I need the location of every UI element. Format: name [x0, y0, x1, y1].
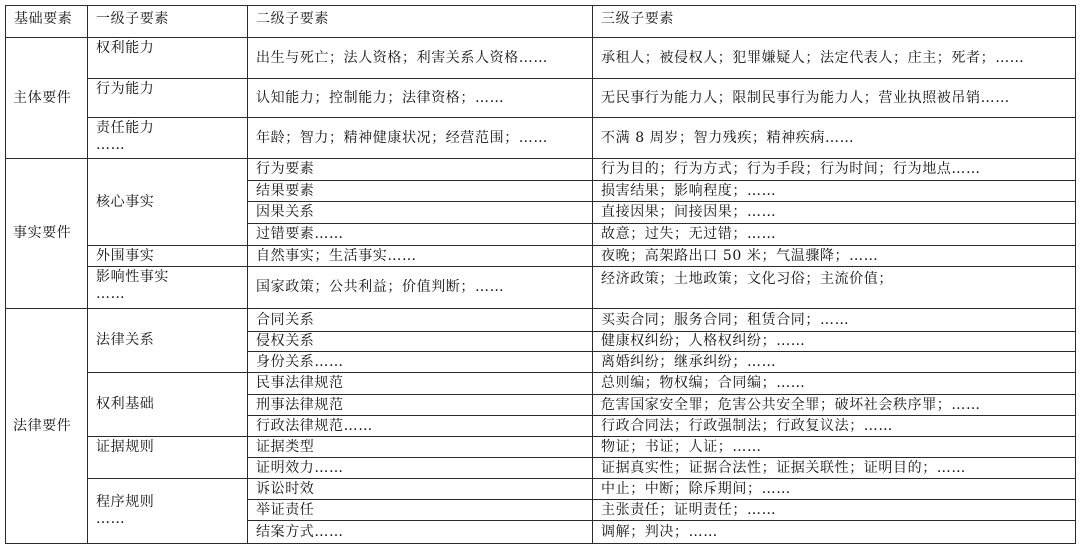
level1-label-line: 行为能力 [96, 81, 155, 97]
level2-cell: 证据类型 [248, 437, 593, 458]
header-level2: 二级子要素 [248, 6, 593, 38]
table-row [6, 79, 1076, 118]
level2-cell: 出生与死亡；法人资格；利害关系人资格…… [248, 38, 593, 79]
level3-cell: 总则编；物权编；合同编；…… [593, 373, 1076, 395]
level1-label-evidence-rules [88, 437, 248, 479]
level2-cell: 因果关系 [248, 202, 593, 224]
level3-cell: 证据真实性；证据合法性；证据关联性；证明目的；…… [593, 458, 1076, 479]
level1-label-line: 核心事实 [96, 193, 155, 210]
level3-cell: 健康权纠纷；人格权纠纷；…… [593, 332, 1076, 352]
level2-cell: 结案方式…… [248, 521, 593, 544]
table-row [6, 309, 1076, 332]
header-level3: 三级子要素 [593, 6, 1076, 38]
level1-label-line: 责任能力 [96, 120, 155, 136]
level2-cell: 证明效力…… [248, 458, 593, 479]
level2-cell: 结果要素 [248, 181, 593, 202]
header-row [6, 6, 1076, 38]
level1-label-line: 证据规则 [96, 439, 155, 455]
level1-label-liability-capacity [88, 118, 248, 159]
level3-cell: 不满 8 周岁；智力残疾；精神疾病…… [593, 118, 1076, 159]
table-row [6, 38, 1076, 79]
level1-label-right-basis [88, 373, 248, 437]
level1-label-conduct-capacity [88, 79, 248, 118]
level1-label-line: 权利能力 [96, 40, 155, 56]
level3-cell: 损害结果；影响程度；…… [593, 181, 1076, 202]
level3-cell: 行政合同法；行政强制法；行政复议法；…… [593, 416, 1076, 437]
table-row [6, 159, 1076, 181]
level3-cell: 经济政策；土地政策；文化习俗；主流价值； [593, 267, 1076, 309]
level1-label-legal-relation [88, 309, 248, 373]
level1-label-line: 程序规则 [96, 494, 155, 510]
level1-label-line: 法律关系 [96, 332, 155, 348]
level1-label-core-facts [88, 159, 248, 246]
section-label-subject: 主体要件 [6, 38, 88, 159]
table-row [6, 479, 1076, 500]
level1-label-procedure-rules [88, 479, 248, 544]
header-level1: 一级子要素 [88, 6, 248, 38]
level1-label-ellipsis: …… [96, 137, 126, 153]
table-row [6, 373, 1076, 395]
table-row [6, 246, 1076, 267]
level3-cell: 故意；过失；无过错；…… [593, 224, 1076, 246]
level2-cell: 侵权关系 [248, 332, 593, 352]
header-base-element: 基础要素 [6, 6, 88, 38]
level3-cell: 直接因果；间接因果；…… [593, 202, 1076, 224]
section-label-facts: 事实要件 [6, 159, 88, 309]
level1-label-peripheral-facts [88, 246, 248, 267]
level1-label-line: 权利基础 [96, 396, 155, 412]
level3-cell: 调解；判决；…… [593, 521, 1076, 544]
level2-cell: 国家政策；公共利益；价值判断；…… [248, 267, 593, 309]
level1-label-rights-capacity [88, 38, 248, 79]
level2-cell: 认知能力；控制能力；法律资格；…… [248, 79, 593, 118]
level2-cell: 民事法律规范 [248, 373, 593, 395]
level1-label-line: 外围事实 [96, 247, 155, 264]
level2-cell: 过错要素…… [248, 224, 593, 246]
section-label-law: 法律要件 [6, 309, 88, 544]
table-row [6, 267, 1076, 309]
level3-cell: 行为目的；行为方式；行为手段；行为时间；行为地点…… [593, 159, 1076, 181]
level2-cell: 刑事法律规范 [248, 395, 593, 416]
level2-cell: 合同关系 [248, 309, 593, 332]
level2-cell: 行为要素 [248, 159, 593, 181]
level2-cell: 年龄；智力；精神健康状况；经营范围；…… [248, 118, 593, 159]
level1-label-ellipsis: …… [96, 286, 126, 302]
level3-cell: 无民事行为能力人；限制民事行为能力人；营业执照被吊销…… [593, 79, 1076, 118]
level3-cell: 危害国家安全罪；危害公共安全罪；破坏社会秩序罪；…… [593, 395, 1076, 416]
level1-label-ellipsis: …… [96, 511, 126, 527]
level2-cell: 诉讼时效 [248, 479, 593, 500]
level1-label-influential-facts [88, 267, 248, 309]
requirements-table [5, 5, 1076, 544]
level1-label-line: 影响性事实 [96, 269, 169, 285]
level2-cell: 举证责任 [248, 500, 593, 521]
level3-cell: 主张责任；证明责任；…… [593, 500, 1076, 521]
level3-cell: 中止；中断；除斥期间；…… [593, 479, 1076, 500]
level2-cell: 自然事实；生活事实…… [248, 246, 593, 267]
level3-cell: 夜晚；高架路出口 50 米；气温骤降；…… [593, 246, 1076, 267]
table-row [6, 118, 1076, 159]
level2-cell: 身份关系…… [248, 352, 593, 373]
level3-cell: 承租人；被侵权人；犯罪嫌疑人；法定代表人；庄主；死者；…… [593, 38, 1076, 79]
level3-cell: 离婚纠纷；继承纠纷；…… [593, 352, 1076, 373]
level2-cell: 行政法律规范…… [248, 416, 593, 437]
level3-cell: 买卖合同；服务合同；租赁合同；…… [593, 309, 1076, 332]
table-row [6, 437, 1076, 458]
level3-cell: 物证；书证；人证；…… [593, 437, 1076, 458]
